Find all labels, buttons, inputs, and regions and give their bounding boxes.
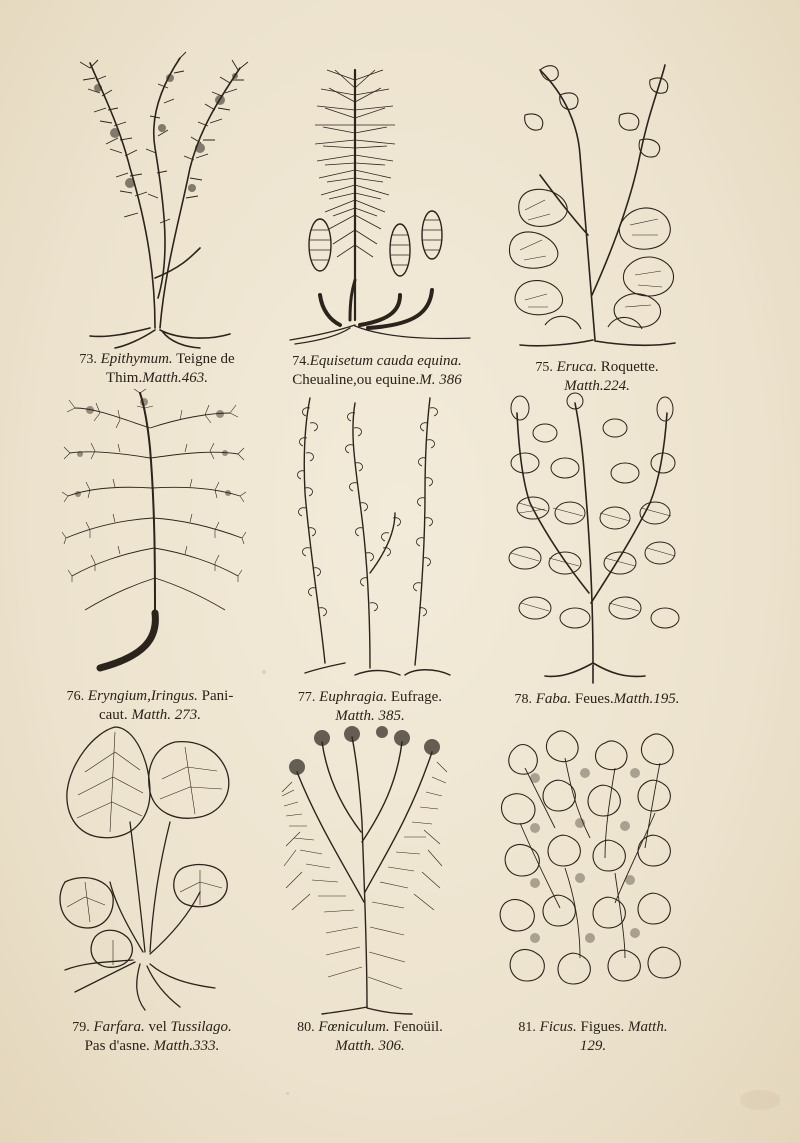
- common-name-cont: caut.: [98, 707, 128, 723]
- plant-illustration-81: [495, 728, 685, 1008]
- matthiolus-ref: Matth.224.: [564, 378, 630, 394]
- caption-75-line1: [482, 358, 712, 377]
- plate-number: 81.: [518, 1020, 536, 1035]
- matthiolus-label: Matth.: [628, 1019, 668, 1035]
- plant-illustration-74: [280, 50, 480, 345]
- common-name: Figues.: [580, 1019, 625, 1035]
- common-name: Roquette.: [600, 359, 659, 375]
- latin-name: Faba.: [535, 691, 572, 707]
- common-name: Teigne de: [176, 351, 235, 367]
- plate-number: 77.: [297, 690, 316, 705]
- woodcut-farfara: [55, 722, 240, 1012]
- caption-81: [478, 1018, 708, 1056]
- foxing-spot: [286, 1092, 289, 1095]
- caption-77: [255, 688, 485, 726]
- latin-name: Fœniculum.: [318, 1019, 390, 1035]
- matthiolus-ref: Matth. 385.: [335, 708, 405, 724]
- common-name: Eufrage.: [390, 689, 443, 705]
- caption-79: [42, 1018, 262, 1056]
- matthiolus-ref: 129.: [579, 1038, 607, 1054]
- plate-number: 76.: [66, 689, 85, 704]
- plant-illustration-76: [60, 388, 245, 673]
- latin-name: Farfara.: [93, 1019, 145, 1035]
- caption-79-line2: [42, 1037, 262, 1056]
- matthiolus-ref: Matth.333.: [153, 1038, 220, 1054]
- woodcut-faba: [505, 393, 685, 683]
- woodcut-ficus: [495, 728, 685, 1008]
- foxing-spot: [262, 670, 266, 674]
- plant-illustration-78: [505, 393, 685, 683]
- plate-number: 78.: [514, 692, 532, 707]
- plate-number: 80.: [297, 1020, 315, 1035]
- latin-name: Euphragia.: [319, 689, 388, 705]
- plate-number: 79.: [72, 1020, 90, 1035]
- common-name-cont: Thim.: [105, 370, 143, 386]
- caption-76: [40, 687, 260, 725]
- common-name: Pani-: [201, 688, 234, 704]
- woodcut-epithymum: [70, 48, 260, 348]
- caption-80-line1: [255, 1018, 485, 1037]
- latin-name: Eryngium,Iringus.: [87, 688, 198, 704]
- foxing-spot: [740, 1090, 780, 1110]
- latin-name: Epithymum.: [100, 351, 173, 367]
- caption-80: [255, 1018, 485, 1056]
- caption-80-line2: [255, 1037, 485, 1056]
- woodcut-equisetum: [280, 50, 480, 345]
- plant-illustration-80: [272, 722, 457, 1017]
- common-name: Fenoüil.: [393, 1019, 443, 1035]
- woodcut-eryngium: [60, 388, 245, 673]
- caption-79-line1: [42, 1018, 262, 1037]
- plant-illustration-75: [500, 55, 685, 350]
- matthiolus-ref: Matth. 306.: [335, 1038, 405, 1054]
- caption-73-line2: [42, 369, 272, 388]
- caption-75: [482, 358, 712, 396]
- woodcut-foeniculum: [272, 722, 457, 1017]
- caption-74-line2: [262, 371, 492, 390]
- matthiolus-ref: Matth. 273.: [131, 707, 202, 723]
- matthiolus-ref: M. 386: [419, 372, 462, 388]
- caption-77-line1: [255, 688, 485, 707]
- conjunction: vel: [148, 1019, 167, 1035]
- plate-number: 73.: [79, 352, 97, 367]
- caption-73: [42, 350, 272, 388]
- woodcut-euphragia: [275, 393, 460, 683]
- caption-76-line1: [40, 687, 260, 706]
- caption-73-line1: [42, 350, 272, 369]
- latin-name: Equisetum cauda equina.: [309, 353, 462, 369]
- common-name: Feues.: [574, 691, 614, 707]
- matthiolus-ref: Matth.463.: [142, 370, 209, 386]
- caption-81-line1: [478, 1018, 708, 1037]
- plant-illustration-77: [275, 393, 460, 683]
- latin-name: Eruca.: [556, 359, 597, 375]
- plant-illustration-79: [55, 722, 240, 1012]
- caption-81-line2: [478, 1037, 708, 1056]
- plant-illustration-73: [70, 48, 260, 348]
- caption-74-line1: [262, 352, 492, 371]
- plate-number: 74.: [292, 354, 310, 369]
- plate-number: 75.: [535, 360, 553, 375]
- caption-78: [482, 690, 712, 709]
- latin-synonym: Tussilago.: [170, 1019, 232, 1035]
- common-name: Cheualine,ou equine.: [292, 372, 420, 388]
- latin-name: Ficus.: [539, 1019, 577, 1035]
- caption-74: [262, 352, 492, 390]
- common-name: Pas d'asne.: [84, 1038, 150, 1054]
- caption-78-line1: [482, 690, 712, 709]
- matthiolus-ref: Matth.195.: [613, 691, 680, 707]
- woodcut-eruca: [500, 55, 685, 350]
